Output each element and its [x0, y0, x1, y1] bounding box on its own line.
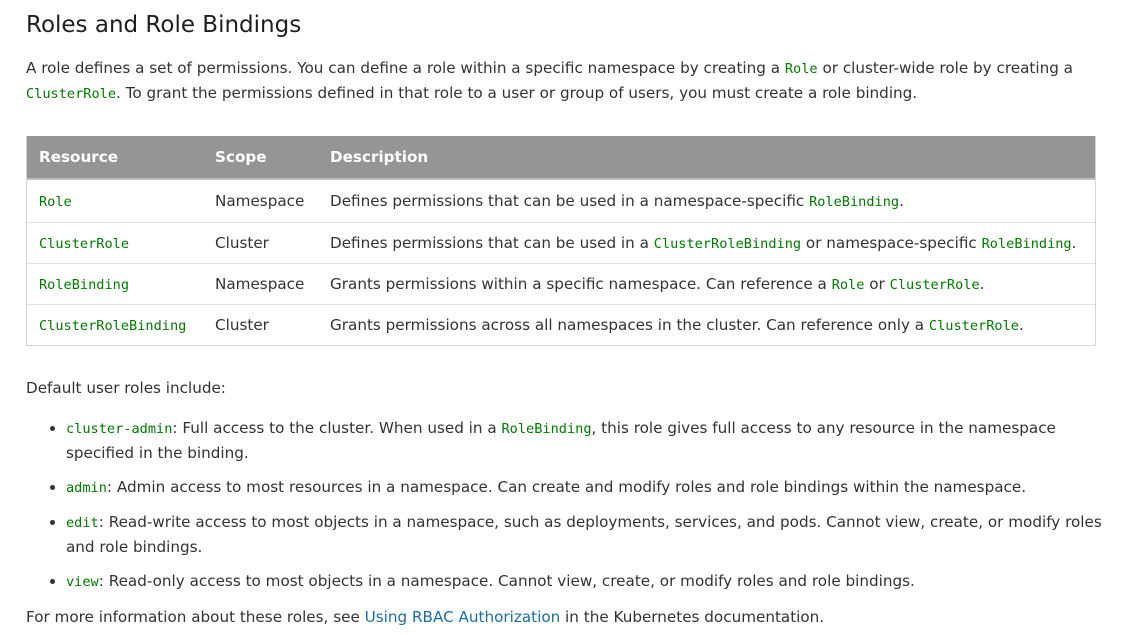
- cell-description: [318, 223, 1095, 264]
- cell-description: [318, 179, 1095, 223]
- list-item: [66, 475, 1116, 500]
- list-item: [66, 416, 1116, 465]
- default-roles-intro: Default user roles include:: [26, 379, 226, 397]
- role-code: RoleBinding: [501, 421, 592, 437]
- description-text: Grants permissions across all namespaces in the cluster. Can reference only a: [330, 315, 929, 334]
- intro-code-clusterrole: ClusterRole: [26, 86, 117, 102]
- resource-code: RoleBinding: [39, 276, 130, 293]
- cell-resource: [27, 223, 203, 264]
- role-description: : Read-only access to most objects in a namespace. Cannot view, create, or modify roles and role bindings.: [98, 572, 915, 590]
- description-text: .: [1018, 315, 1024, 334]
- rbac-authorization-link[interactable]: Using RBAC Authorization: [364, 608, 561, 626]
- table-row: [27, 305, 1095, 346]
- cell-scope: Cluster: [203, 223, 318, 264]
- header-scope: Scope: [203, 136, 318, 179]
- description-text: or: [864, 274, 890, 293]
- description-text: .: [899, 191, 904, 210]
- intro-text-2: or cluster-wide role by creating a: [817, 59, 1073, 77]
- description-code: ClusterRoleBinding: [653, 235, 802, 252]
- header-description: Description: [318, 136, 1095, 179]
- intro-code-role: Role: [784, 61, 818, 77]
- cell-description: [318, 305, 1095, 346]
- cell-description: [318, 264, 1095, 305]
- description-text: Defines permissions that can be used in a namespace-specific: [330, 191, 810, 210]
- role-description: : Full access to the cluster. When used in a: [172, 419, 502, 437]
- role-description: : Admin access to most resources in a namespace. Can create and modify roles and role bindings within the namespace.: [106, 478, 1027, 496]
- role-description: : Read-write access to most objects in a namespace, such as deployments, services, and pods. Cannot view, create, or modify roles and role bindings.: [66, 513, 1102, 556]
- role-name-code: view: [66, 574, 99, 590]
- cell-scope: Cluster: [203, 305, 318, 346]
- more-info-text-2: in the Kubernetes documentation.: [560, 608, 825, 626]
- description-code: ClusterRole: [928, 317, 1019, 334]
- cell-scope: Namespace: [215, 192, 305, 210]
- table-row: [27, 223, 1095, 264]
- list-item: [66, 510, 1116, 559]
- description-code: ClusterRole: [889, 276, 980, 293]
- intro-paragraph: [26, 56, 1116, 106]
- header-resource: Resource: [27, 136, 203, 179]
- role-description: , this role gives full access to any resource in the namespace specified in the binding.: [66, 419, 1056, 462]
- cell-resource: [27, 179, 203, 223]
- resource-code: ClusterRole: [39, 235, 130, 252]
- description-text: Grants permissions within a specific namespace. Can reference a: [330, 274, 832, 293]
- table-row: [27, 264, 1095, 305]
- resource-code: ClusterRoleBinding: [39, 317, 187, 334]
- resource-code: Role: [39, 193, 72, 210]
- description-text: .: [979, 274, 985, 293]
- more-info-text-1: For more information about these roles, see: [26, 608, 365, 626]
- resources-table: [27, 136, 1095, 345]
- intro-text-3: . To grant the permissions defined in that role to a user or group of users, you must create a role binding.: [116, 84, 918, 102]
- description-code: RoleBinding: [809, 193, 900, 210]
- list-item: [66, 569, 1116, 594]
- default-roles-list: [26, 416, 1116, 604]
- description-text: .: [1071, 233, 1077, 252]
- description-text: or namespace-specific: [801, 233, 982, 252]
- role-name-code: edit: [66, 515, 99, 531]
- description-code: Role: [831, 276, 865, 293]
- table-header-row: [27, 136, 1095, 179]
- description-text: Defines permissions that can be used in a: [330, 233, 654, 252]
- cell-resource: [27, 264, 203, 305]
- cell-resource: [27, 305, 203, 346]
- page-title: Roles and Role Bindings: [26, 12, 302, 38]
- more-info-paragraph: [26, 605, 824, 629]
- role-name-code: admin: [66, 480, 107, 496]
- cell-scope: Namespace: [203, 264, 318, 305]
- role-name-code: cluster-admin: [66, 421, 173, 437]
- description-code: RoleBinding: [981, 235, 1072, 252]
- resources-table-container: [26, 136, 1096, 346]
- table-row: [27, 179, 1095, 223]
- intro-text-1: A role defines a set of permissions. You can define a role within a specific namespace by creating a: [26, 59, 785, 77]
